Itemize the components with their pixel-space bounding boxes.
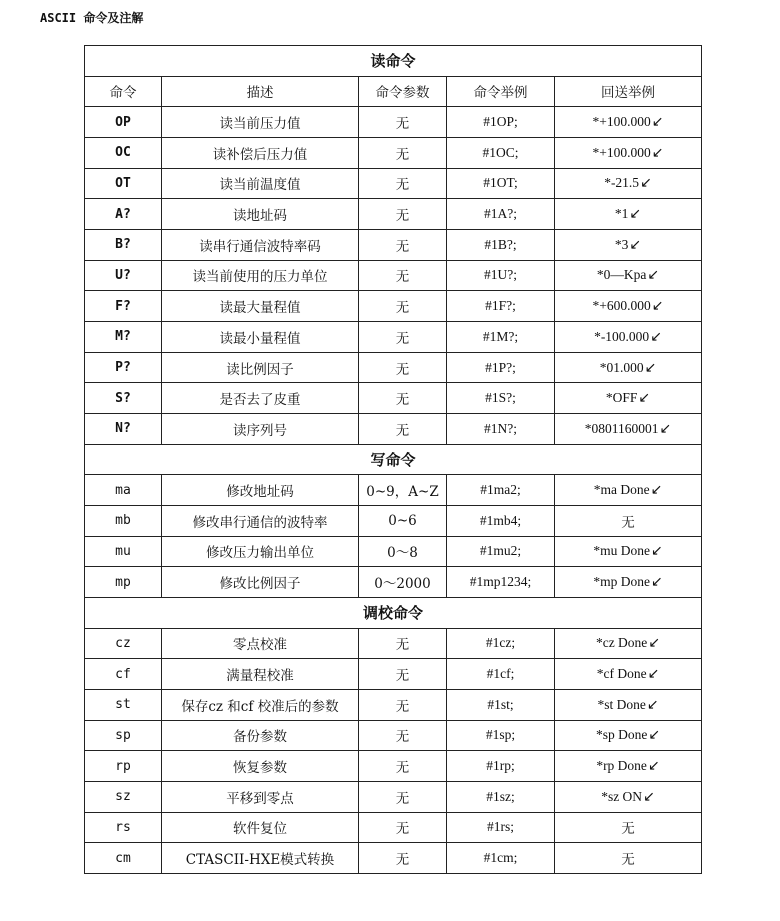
table-row [85,536,702,567]
response-cell-text: *rp Done [596,758,647,774]
description-cell [162,781,359,812]
example-cell [447,720,555,751]
return-arrow-icon: ↙ [650,574,663,591]
parameter-cell [359,383,447,414]
description-cell [162,505,359,536]
response-cell [555,137,702,168]
description-cell-text: 平移到零点 [226,790,294,807]
example-cell-text: #1rp; [486,758,515,774]
example-cell [447,505,555,536]
parameter-cell [359,751,447,782]
command-cell-text: rp [115,758,131,774]
response-cell-text: *01.000 [599,359,644,375]
parameter-cell-text: 无 [395,790,410,807]
command-cell [85,137,162,168]
table-row [85,475,702,506]
description-cell [162,628,359,659]
command-cell [85,322,162,353]
example-cell-text: #1rs; [487,819,514,835]
parameter-cell-text: 无 [395,116,410,133]
command-cell [85,812,162,843]
parameter-cell [359,689,447,720]
response-cell [555,322,702,353]
command-cell [85,229,162,260]
table-row [85,751,702,782]
example-cell-text: #1OC; [482,144,519,160]
response-cell [555,107,702,138]
description-cell-text: 读最大量程值 [219,300,301,317]
table-row [85,843,702,874]
return-arrow-icon: ↙ [648,635,661,652]
example-cell [447,137,555,168]
example-cell [447,567,555,598]
description-cell-text: 读当前使用的压力单位 [192,269,328,286]
parameter-cell [359,414,447,445]
parameter-cell-text: 0～8 [387,545,418,562]
description-cell [162,751,359,782]
parameter-cell-text: 无 [395,422,410,439]
parameter-cell [359,505,447,536]
response-cell [555,689,702,720]
example-cell-text: #1M?; [482,328,519,344]
parameter-cell-text: 0~9，A~Z [366,484,439,501]
command-cell-text: st [115,697,131,713]
response-cell-text: *cz Done [595,635,648,651]
parameter-cell-text: 无 [395,238,410,255]
description-cell-text: 恢复参数 [233,760,287,777]
table-row [85,107,702,138]
description-cell [162,322,359,353]
parameter-cell-text: 无 [395,668,410,685]
example-cell [447,751,555,782]
section-title-row [85,46,702,77]
table-row [85,628,702,659]
table-row [85,689,702,720]
column-header: 命令举例 [447,76,555,107]
parameter-cell [359,260,447,291]
command-cell [85,107,162,138]
section-title-row [85,444,702,475]
return-arrow-icon: ↙ [659,420,672,437]
example-cell-text: #1A?; [484,206,517,222]
command-cell-text: P? [115,360,131,376]
ascii-command-table [84,45,702,874]
example-cell [447,628,555,659]
description-cell-text: 修改串行通信的波特率 [192,514,328,531]
table-row [85,322,702,353]
response-cell-text: *-21.5 [604,175,640,191]
command-cell-text: N? [115,421,131,437]
description-cell [162,137,359,168]
parameter-cell [359,322,447,353]
command-cell-text: A? [115,206,131,222]
return-arrow-icon: ↙ [647,666,660,683]
example-cell-text: #1mu2; [479,543,522,559]
command-cell [85,505,162,536]
response-cell-text: 无 [621,514,635,530]
response-cell-text: 无 [621,821,635,837]
example-cell-text: #1U?; [484,267,517,283]
description-cell [162,260,359,291]
command-cell-text: sp [115,727,131,743]
response-cell-text: *-100.000 [594,328,650,344]
parameter-cell [359,720,447,751]
response-cell [555,505,702,536]
table-row [85,567,702,598]
return-arrow-icon: ↙ [647,758,660,775]
parameter-cell-text: 无 [395,208,410,225]
command-cell-text: cm [115,850,131,866]
response-cell-text: *0801160001 [584,420,659,436]
description-cell [162,536,359,567]
example-cell [447,291,555,322]
command-cell-text: OT [115,175,131,191]
parameter-cell-text: 无 [395,269,410,286]
description-cell-text: 修改地址码 [226,484,294,501]
table-row [85,168,702,199]
response-cell-text: 无 [621,852,635,868]
description-cell-text: 软件复位 [233,821,287,838]
response-cell [555,229,702,260]
command-cell [85,199,162,230]
table-row [85,781,702,812]
parameter-cell-text: 无 [395,300,410,317]
return-arrow-icon: ↙ [644,359,657,376]
return-arrow-icon: ↙ [650,328,662,345]
command-cell-text: B? [115,237,131,253]
example-cell-text: #1mb4; [479,512,522,528]
parameter-cell-text: 无 [395,177,410,194]
parameter-cell [359,291,447,322]
return-arrow-icon: ↙ [650,482,663,499]
description-cell-text: CTASCII-HXE模式转换 [185,852,335,869]
command-cell-text: mb [115,513,131,529]
response-cell [555,567,702,598]
document-title: ASCII 命令及注解 [40,11,144,25]
response-cell [555,659,702,690]
example-cell-text: #1S?; [485,390,516,406]
command-cell-text: F? [115,298,131,314]
example-cell [447,352,555,383]
parameter-cell [359,168,447,199]
return-arrow-icon: ↙ [643,788,655,805]
response-cell [555,781,702,812]
example-cell-text: #1cm; [483,850,518,866]
command-cell [85,567,162,598]
command-cell [85,536,162,567]
example-cell-text: #1sp; [485,727,516,743]
description-cell-text: 读当前压力值 [219,116,301,133]
example-cell [447,475,555,506]
response-cell [555,751,702,782]
example-cell [447,383,555,414]
description-cell-text: 读序列号 [233,422,287,439]
command-cell [85,352,162,383]
response-cell [555,383,702,414]
example-cell [447,322,555,353]
response-cell-text: *cf Done [596,666,647,682]
example-cell [447,812,555,843]
parameter-cell-text: 无 [395,729,410,746]
example-cell-text: #1sz; [486,788,515,804]
description-cell [162,229,359,260]
command-cell [85,260,162,291]
response-cell-text: *mu Done [593,543,650,559]
return-arrow-icon: ↙ [640,175,652,192]
response-cell-text: *+100.000 [592,144,651,160]
command-cell [85,659,162,690]
example-cell-text: #1B?; [484,236,517,252]
table-row [85,383,702,414]
parameter-cell [359,475,447,506]
description-cell [162,383,359,414]
command-cell-text: ma [115,482,131,498]
example-cell [447,659,555,690]
example-cell [447,260,555,291]
response-cell [555,291,702,322]
parameter-cell [359,199,447,230]
command-cell-text: M? [115,329,131,345]
response-cell [555,843,702,874]
response-cell [555,628,702,659]
parameter-cell-text: 无 [395,330,410,347]
response-cell-text: *1 [614,206,629,222]
command-cell [85,383,162,414]
response-cell-text: *3 [614,236,629,252]
description-cell-text: 读最小量程值 [219,330,301,347]
example-cell [447,199,555,230]
command-cell-text: sz [115,789,131,805]
command-cell-text: OC [115,145,131,161]
description-cell [162,199,359,230]
response-cell-text: *sp Done [595,727,648,743]
return-arrow-icon: ↙ [629,236,642,253]
return-arrow-icon: ↙ [651,114,664,131]
table-row [85,229,702,260]
parameter-cell [359,536,447,567]
table-row [85,199,702,230]
table-row [85,260,702,291]
description-cell [162,843,359,874]
command-cell-text: mu [115,543,131,559]
description-cell-text: 读地址码 [233,208,287,225]
command-cell-text: S? [115,390,131,406]
command-cell-text: cz [115,635,131,651]
description-cell-text: 读比例因子 [226,361,294,378]
parameter-cell-text: 无 [395,698,410,715]
example-cell-text: #1cf; [486,666,515,682]
command-cell [85,628,162,659]
return-arrow-icon: ↙ [638,390,651,407]
example-cell [447,781,555,812]
table-row [85,720,702,751]
description-cell-text: 修改比例因子 [219,576,301,593]
parameter-cell [359,843,447,874]
description-cell-text: 零点校准 [233,637,287,654]
response-cell-text: *+600.000 [592,298,651,314]
description-cell [162,659,359,690]
parameter-cell [359,137,447,168]
return-arrow-icon: ↙ [650,543,663,560]
table-row [85,659,702,690]
return-arrow-icon: ↙ [647,267,660,284]
response-cell [555,260,702,291]
table-row [85,414,702,445]
parameter-cell [359,567,447,598]
parameter-cell [359,628,447,659]
description-cell [162,720,359,751]
section-title-row [85,598,702,629]
column-header: 命令 [85,76,162,107]
command-cell [85,291,162,322]
response-cell-text: *mp Done [593,574,650,590]
response-cell-text: *sz ON [601,788,643,804]
parameter-cell [359,229,447,260]
example-cell-text: #1P?; [485,359,516,375]
example-cell-text: #1st; [487,696,514,712]
example-cell-text: #1cz; [485,635,516,651]
response-cell-text: *ma Done [593,482,650,498]
parameter-cell [359,781,447,812]
return-arrow-icon: ↙ [629,206,642,223]
parameter-cell-text: 无 [395,852,410,869]
command-cell-text: mp [115,574,131,590]
description-cell [162,414,359,445]
command-cell [85,843,162,874]
description-cell [162,689,359,720]
command-cell [85,689,162,720]
command-cell-text: rs [115,819,131,835]
example-cell [447,843,555,874]
description-cell [162,291,359,322]
example-cell-text: #1OT; [483,175,518,191]
response-cell [555,475,702,506]
response-cell [555,812,702,843]
response-cell [555,414,702,445]
description-cell-text: 读补偿后压力值 [212,146,308,163]
example-cell [447,229,555,260]
description-cell-text: 保存cz 和cf 校准后的参数 [181,698,339,715]
example-cell [447,168,555,199]
response-cell-text: *0—Kpa [596,267,647,283]
command-cell [85,781,162,812]
example-cell [447,689,555,720]
response-cell [555,352,702,383]
return-arrow-icon: ↙ [648,727,661,744]
command-cell-text: U? [115,267,131,283]
parameter-cell-text: 无 [395,146,410,163]
description-cell [162,107,359,138]
response-cell-text: *st Done [597,696,646,712]
command-cell [85,168,162,199]
return-arrow-icon: ↙ [646,696,659,713]
table-row [85,505,702,536]
response-cell-text: *OFF [605,390,638,406]
parameter-cell-text: 无 [395,637,410,654]
parameter-cell [359,107,447,138]
response-cell-text: *+100.000 [592,114,651,130]
parameter-cell-text: 无 [395,821,410,838]
table-row [85,137,702,168]
description-cell [162,567,359,598]
description-cell-text: 修改压力输出单位 [206,545,314,562]
description-cell-text: 读当前温度值 [219,177,301,194]
parameter-cell [359,352,447,383]
example-cell-text: #1F?; [485,298,516,314]
parameter-cell-text: 无 [395,392,410,409]
example-cell [447,107,555,138]
parameter-cell [359,659,447,690]
command-cell-text: OP [115,114,131,130]
description-cell [162,168,359,199]
parameter-cell-text: 无 [395,361,410,378]
response-cell [555,168,702,199]
column-header: 回送举例 [555,76,702,107]
parameter-cell-text: 0~6 [388,512,417,529]
table-row [85,812,702,843]
return-arrow-icon: ↙ [651,144,664,161]
column-header: 命令参数 [359,76,447,107]
table-row [85,291,702,322]
response-cell [555,720,702,751]
description-cell [162,812,359,843]
command-cell [85,720,162,751]
column-header: 描述 [162,76,359,107]
parameter-cell-text: 无 [395,760,410,777]
command-cell [85,475,162,506]
section-title: 调校命令 [85,598,702,629]
table-body [85,46,702,874]
description-cell [162,352,359,383]
column-header-row [85,76,702,107]
section-title: 写命令 [85,444,702,475]
section-title: 读命令 [85,46,702,77]
example-cell-text: #1OP; [483,114,518,130]
example-cell-text: #1ma2; [480,482,521,498]
command-cell-text: cf [115,666,131,682]
description-cell-text: 是否去了皮重 [219,392,301,409]
example-cell [447,536,555,567]
example-cell [447,414,555,445]
parameter-cell [359,812,447,843]
command-cell [85,751,162,782]
description-cell-text: 读串行通信波特率码 [199,238,321,255]
command-cell [85,414,162,445]
example-cell-text: #1mp1234; [469,574,532,590]
response-cell [555,199,702,230]
return-arrow-icon: ↙ [651,298,664,315]
response-cell [555,536,702,567]
example-cell-text: #1N?; [484,420,517,436]
description-cell-text: 备份参数 [233,729,287,746]
description-cell [162,475,359,506]
parameter-cell-text: 0～2000 [374,576,431,593]
table-row [85,352,702,383]
description-cell-text: 满量程校准 [226,668,294,685]
